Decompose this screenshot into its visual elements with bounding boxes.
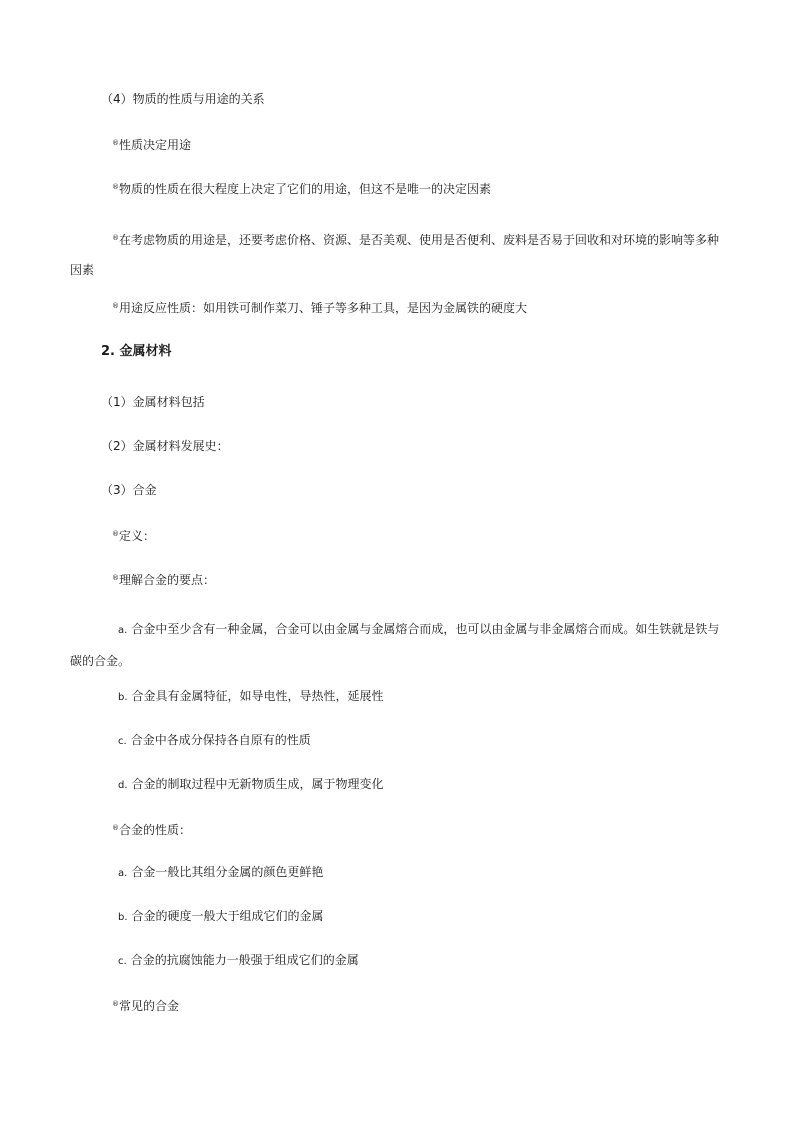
- properties-item-a: a. 合金一般比其组分金属的颜色更鲜艳: [118, 865, 324, 879]
- bullet-icon: ®: [112, 574, 119, 582]
- common-alloys: ®常见的合金: [112, 999, 180, 1013]
- understanding-title: ®理解合金的要点：: [112, 573, 216, 587]
- bullet-icon: ®: [112, 1000, 119, 1008]
- bullet-icon: ®: [112, 139, 119, 147]
- bullet-icon: ®: [112, 824, 119, 832]
- section2-sub2: （2）金属材料发展史：: [101, 439, 229, 453]
- definition: ®定义：: [112, 529, 156, 543]
- understanding-item-d: d. 合金的制取过程中无新物质生成，属于物理变化: [118, 777, 384, 791]
- bullet-icon: ®: [112, 530, 119, 538]
- section2-sub1: （1）金属材料包括: [101, 395, 205, 409]
- section2-sub3: （3）合金: [101, 483, 157, 497]
- section4-item-4: ®用途反应性质：如用铁可制作菜刀、锤子等多种工具，是因为金属铁的硬度大: [112, 301, 528, 315]
- understanding-item-b: b. 合金具有金属特征，如导电性，导热性，延展性: [118, 689, 384, 703]
- understanding-item-c: c. 合金中各成分保持各自原有的性质: [118, 733, 311, 747]
- section2-heading: 2. 金属材料: [101, 344, 172, 359]
- section4-item-3: ®在考虑物质的用途是，还要考虑价格、资源、是否美观、使用是否便利、废料是否易于回收和对环境的影响等多种因素: [70, 233, 720, 277]
- properties-item-c: c. 合金的抗腐蚀能力一般强于组成它们的金属: [118, 953, 359, 967]
- properties-title: ®合金的性质：: [112, 823, 192, 837]
- section4-item-1: ®性质决定用途: [112, 138, 192, 152]
- properties-item-b: b. 合金的硬度一般大于组成它们的金属: [118, 909, 324, 923]
- bullet-icon: ®: [112, 183, 119, 191]
- bullet-icon: ®: [112, 234, 119, 242]
- section4-heading: （4）物质的性质与用途的关系: [101, 92, 265, 106]
- understanding-item-a: a. 合金中至少含有一种金属，合金可以由金属与金属熔合而成，也可以由金属与非金属熔合而成。如生铁就是铁与碳的合金。: [70, 622, 720, 668]
- bullet-icon: ®: [112, 302, 119, 310]
- section4-item-2: ®物质的性质在很大程度上决定了它们的用途，但这不是唯一的决定因素: [112, 182, 492, 196]
